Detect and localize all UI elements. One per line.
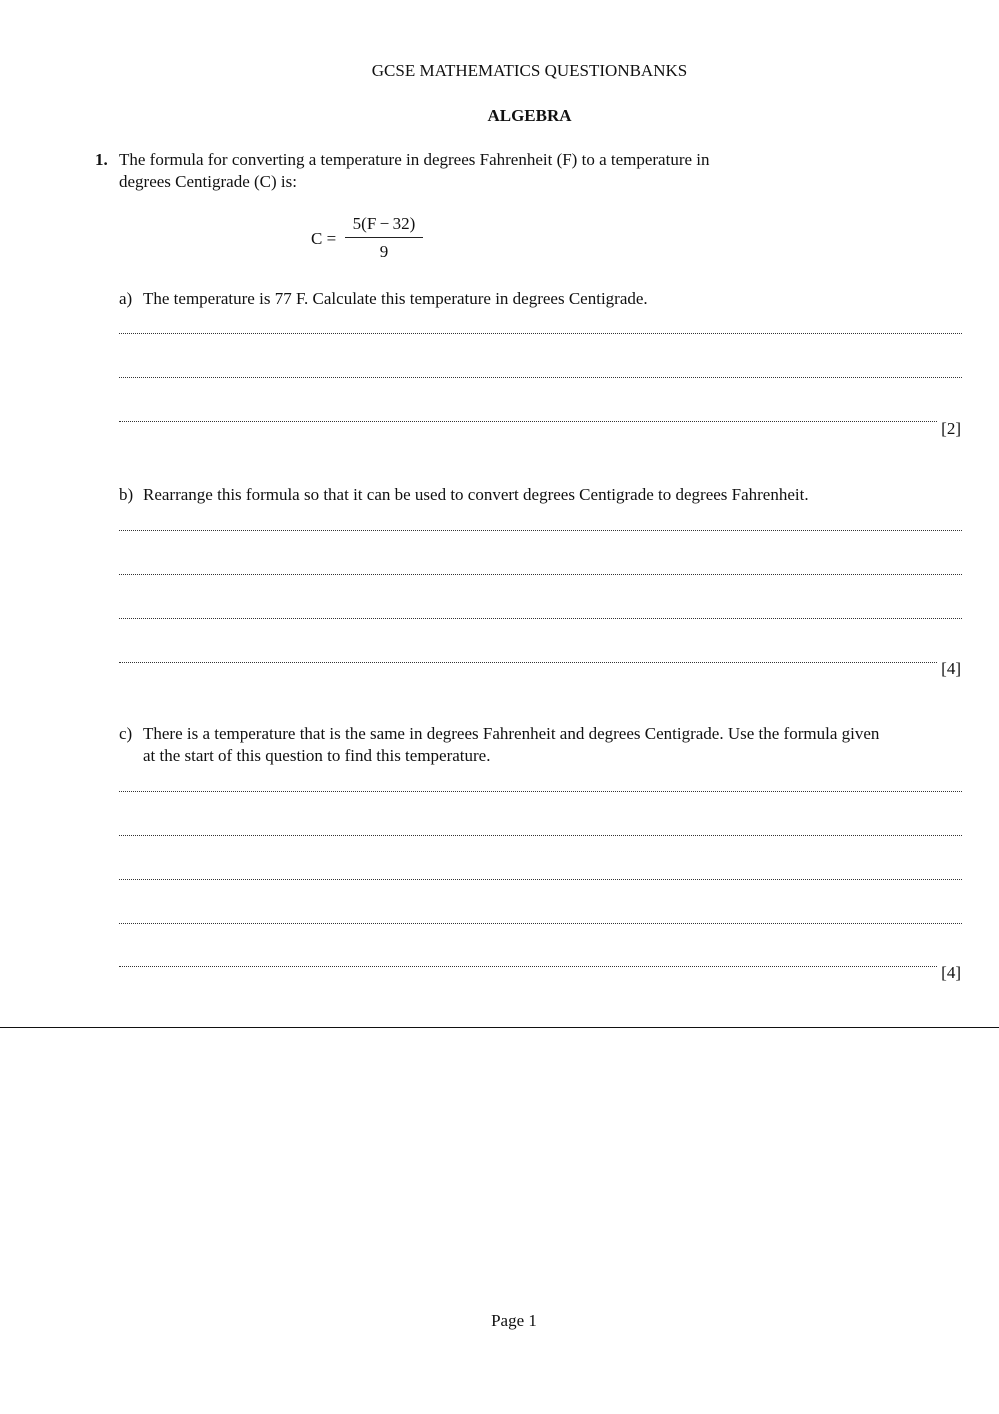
document-header-title: GCSE MATHEMATICS QUESTIONBANKS	[371, 61, 688, 80]
part-c-text-line-2: at the start of this question to find this temperature.	[143, 746, 491, 765]
part-a-marks: [2]	[941, 419, 961, 438]
answer-line[interactable]	[119, 377, 962, 378]
answer-line[interactable]	[119, 835, 962, 836]
answer-line[interactable]	[119, 791, 962, 792]
part-c-marks: [4]	[941, 963, 961, 982]
formula-numerator: 5(F − 32)	[352, 214, 416, 233]
answer-line[interactable]	[119, 662, 937, 663]
part-a-label: a)	[119, 289, 133, 308]
formula-lhs: C =	[311, 229, 337, 248]
answer-line[interactable]	[119, 923, 962, 924]
answer-line[interactable]	[119, 879, 962, 880]
fraction-bar	[345, 237, 423, 238]
answer-line[interactable]	[119, 574, 962, 575]
part-b-marks: [4]	[941, 659, 961, 678]
answer-line[interactable]	[119, 530, 962, 531]
part-a-text: The temperature is 77 F. Calculate this temperature in degrees Centigrade.	[143, 289, 648, 308]
part-b-text: Rearrange this formula so that it can be used to convert degrees Centigrade to degrees Fahrenheit.	[143, 485, 809, 504]
page-divider	[0, 1027, 999, 1028]
part-c-text-line-1: There is a temperature that is the same in degrees Fahrenheit and degrees Centigrade. Use the formula given	[143, 724, 880, 743]
answer-line[interactable]	[119, 618, 962, 619]
formula-fraction	[345, 214, 423, 262]
answer-line[interactable]	[119, 966, 937, 967]
question-intro-line-2: degrees Centigrade (C) is:	[119, 172, 297, 191]
formula-denominator: 9	[379, 242, 389, 261]
question-number: 1.	[95, 150, 108, 169]
answer-line[interactable]	[119, 421, 937, 422]
answer-line[interactable]	[119, 333, 962, 334]
question-intro-line-1: The formula for converting a temperature in degrees Fahrenheit (F) to a temperature in	[119, 150, 710, 169]
part-c-label: c)	[119, 724, 133, 743]
section-title: ALGEBRA	[487, 106, 572, 125]
part-b-label: b)	[119, 485, 134, 504]
page-number: Page 1	[491, 1311, 537, 1330]
